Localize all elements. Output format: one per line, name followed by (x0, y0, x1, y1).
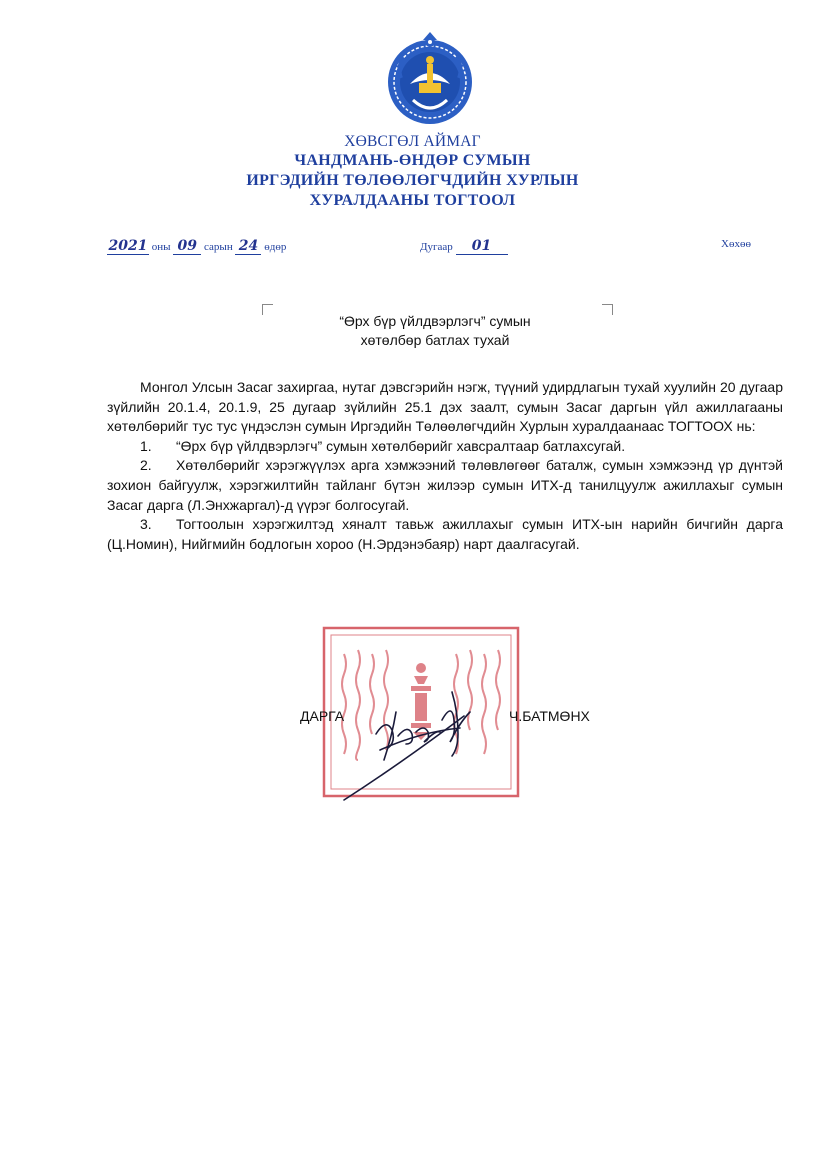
list-item-number: 1. (140, 437, 152, 454)
date-day: 24 (235, 238, 261, 255)
list-item (107, 456, 783, 515)
date-line (107, 238, 286, 262)
list-item-text: Тогтоолын хэрэгжилтэд хяналт тавьж ажиллахыг сумын ИТХ-ын нарийн бичгийн дарга (Ц.Номин), Нийгмийн бодлогын хороо (Н.Эрдэнэбаяр) нарт даалгасугай. (107, 516, 783, 552)
place-name: Хөхөө (721, 238, 751, 250)
number-label: Дугаар (420, 241, 453, 253)
document-type: ХУРАЛДААНЫ ТОГТООЛ (309, 192, 516, 209)
document-body (107, 378, 783, 554)
subject-line-2: хөтөлбөр батлах тухай (360, 332, 510, 348)
list-item-text: “Өрх бүр үйлдвэрлэгч” сумын хөтөлбөрийг хавсралтаар батлахсугай. (176, 437, 626, 454)
document-number: 01 (456, 238, 508, 255)
date-month: 09 (173, 238, 201, 255)
aimag-name: ХӨВСГӨЛ АЙМАГ (344, 133, 481, 150)
list-item (107, 437, 783, 457)
state-emblem-icon (383, 28, 477, 126)
list-item-text: Хөтөлбөрийг хэрэгжүүлэх арга хэмжээний төлөвлөгөөг баталж, сумын хэмжээнд үр дүнтэй зохион байгуулж, хэрэгжилтийн тайланг бүтэн жилээр сумын ИТХ-д танилцуулж ажиллахыг сумын Засаг дарга (Л.Энхжаргал)-д үүрэг болгосугай. (107, 457, 783, 513)
date-month-suffix: сарын (204, 241, 233, 253)
list-item-number: 3. (140, 516, 152, 533)
list-item (107, 515, 783, 554)
body-intro: Монгол Улсын Засаг захиргаа, нутаг дэвсгэрийн нэгж, түүний удирдлагын тухай хуулийн 20 дугаар зүйлийн 20.1.4, 20.1.9, 25 дугаар зүйлийн 25.1 дэх заалт, сумын Засаг даргын үйл ажиллагааны хөтөлбөрийг тус тус үндэслэн сумын Иргэдийн Төлөөлөгчдийн Хурлын хуралдаанаас ТОГТООХ нь: (107, 379, 783, 435)
signatory-name: Ч.БАТМӨНХ (509, 708, 590, 724)
signatory-title: ДАРГА (300, 708, 345, 724)
sum-name: ЧАНДМАНЬ-ӨНДӨР СУМЫН (294, 152, 531, 169)
date-year-suffix: оны (151, 241, 171, 253)
subject-line-1: “Өрх бүр үйлдвэрлэгч” сумын (339, 313, 531, 329)
handwritten-signature (340, 672, 500, 804)
document-subject (250, 312, 620, 350)
list-item-number: 2. (140, 457, 152, 474)
number-line (420, 238, 508, 262)
date-day-suffix: өдөр (264, 241, 287, 253)
document-header (0, 133, 825, 211)
date-year: 2021 (108, 238, 148, 254)
council-name: ИРГЭДИЙН ТӨЛӨӨЛӨГЧДИЙН ХУРЛЫН (246, 172, 579, 189)
